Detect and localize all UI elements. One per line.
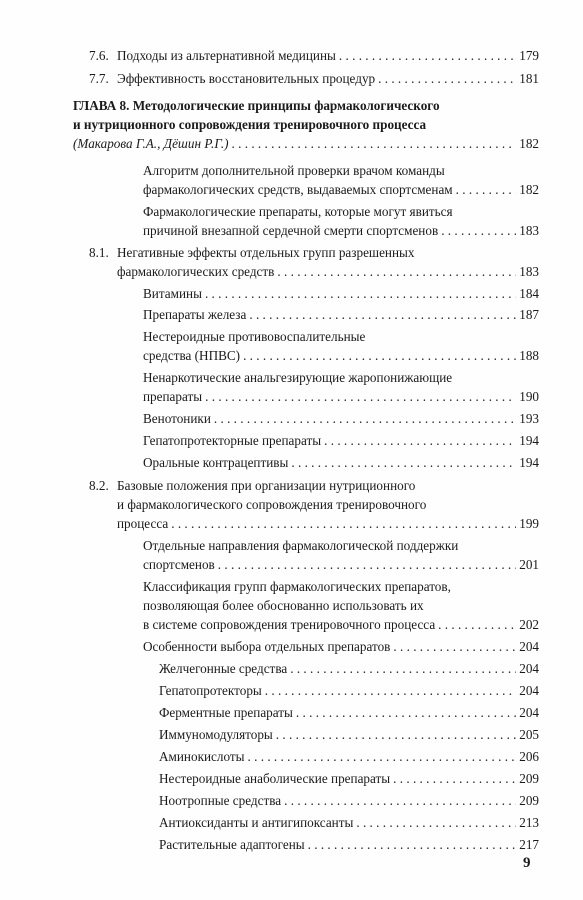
toc-entry-7-6[interactable] [117,47,539,65]
entry-page: 181 [519,71,539,86]
entry-page: 202 [519,617,539,632]
entry-page: 213 [519,815,539,830]
toc-subitem-amino-acids[interactable] [159,748,539,766]
entry-title-line1[interactable]: Алгоритм дополнительной проверки врачом команды [143,163,445,178]
entry-title: Особенности выбора отдельных препаратов [143,639,391,654]
entry-page: 204 [519,639,539,654]
leader-dots [284,792,516,810]
entry-title: Гепатопротекторные препараты [143,433,322,448]
entry-title: Аминокислоты [159,749,245,764]
section-title-line1[interactable]: Негативные эффекты отдельных групп разрешенных [117,245,415,260]
entry-page: 184 [519,286,539,301]
entry-title-line1[interactable]: Фармакологические препараты, которые могут явиться [143,204,453,219]
leader-dots [214,410,516,428]
toc-subitem-adaptogens[interactable] [159,836,539,854]
entry-title: Препараты железа [143,307,247,322]
toc-item-vitamins[interactable] [143,285,539,303]
entry-title: Венотоники [143,411,211,426]
toc-item-selection[interactable] [143,638,539,656]
entry-page: 204 [519,683,539,698]
toc-subitem-nootropics[interactable] [159,792,539,810]
entry-page: 204 [519,705,539,720]
entry-title: Растительные адаптогены [159,837,305,852]
entry-title: Подходы из альтернативной медицины [117,48,336,63]
leader-dots [308,836,517,854]
leader-dots [441,222,516,240]
entry-title: в системе сопровождения тренировочного процесса [143,617,436,632]
entry-page: 217 [519,837,539,852]
entry-title: Нестероидные анаболические препараты [159,771,391,786]
leader-dots [393,638,516,656]
entry-page: 190 [519,389,539,404]
entry-title: Гепатопротекторы [159,683,262,698]
leader-dots [456,181,517,199]
toc-item-iron[interactable] [143,306,539,324]
toc-subitem-choleretics[interactable] [159,660,539,678]
entry-page: 194 [519,455,539,470]
leader-dots [218,556,516,574]
leader-dots [296,704,516,722]
entry-title-line1[interactable]: Отдельные направления фармакологической поддержки [143,538,459,553]
entry-page: 193 [519,411,539,426]
toc-item-hepatoprotective[interactable] [143,432,539,450]
entry-title-line2[interactable]: позволяющая более обоснованно использовать их [143,598,424,613]
leader-dots [290,660,516,678]
toc-section-8-1[interactable] [117,263,539,281]
toc-item-contraceptives[interactable] [143,454,539,472]
entry-title: фармакологических средств, выдаваемых спортсменам [143,182,453,197]
entry-title: Оральные контрацептивы [143,455,289,470]
toc-entry-sudden-death[interactable] [143,222,539,240]
toc-subitem-hepatoprotectors[interactable] [159,682,539,700]
entry-title: причиной внезапной сердечной смерти спортсменов [143,223,439,238]
chapter-title-line2[interactable]: и нутриционного сопровождения тренировочного процесса [73,117,427,132]
page-number: 9 [523,855,531,871]
leader-dots [378,70,516,88]
entry-page: 199 [519,516,539,531]
entry-page: 204 [519,661,539,676]
entry-page: 187 [519,307,539,322]
entry-number: 7.7. [89,71,109,86]
entry-title: Ферментные препараты [159,705,293,720]
leader-dots [356,814,516,832]
toc-subitem-anabolics[interactable] [159,770,539,788]
entry-page: 201 [519,557,539,572]
entry-page: 205 [519,727,539,742]
leader-dots [171,515,516,533]
entry-title: Антиоксиданты и антигипоксанты [159,815,354,830]
leader-dots [291,454,516,472]
entry-page: 188 [519,348,539,363]
entry-title-line1[interactable]: Нестероидные противовоспалительные [143,329,366,344]
entry-number: 7.6. [89,48,109,63]
section-title: фармакологических средств [117,264,275,279]
toc-item-directions[interactable] [143,556,539,574]
leader-dots [243,347,516,365]
entry-title: средства (НПВС) [143,348,241,363]
entry-page: 182 [519,182,539,197]
toc-subitem-immunomodulators[interactable] [159,726,539,744]
toc-subitem-antioxidants[interactable] [159,814,539,832]
entry-page: 206 [519,749,539,764]
entry-title: Эффективность восстановительных процедур [117,71,376,86]
entry-page: 183 [519,223,539,238]
entry-title: Витамины [143,286,202,301]
entry-title: Желчегонные средства [159,661,288,676]
leader-dots [205,388,516,406]
leader-dots [393,770,516,788]
entry-title: препараты [143,389,203,404]
toc-item-venotonics[interactable] [143,410,539,428]
entry-title-line1[interactable]: Классификация групп фармакологических препаратов, [143,579,451,594]
leader-dots [232,135,517,153]
leader-dots [277,263,516,281]
entry-title: спортсменов [143,557,215,572]
toc-item-analgesics[interactable] [143,388,539,406]
section-title-line1[interactable]: Базовые положения при организации нутриционного [117,478,416,493]
toc-entry-7-7[interactable] [117,70,539,88]
leader-dots [205,285,516,303]
entry-title: Иммуномодуляторы [159,727,273,742]
chapter-authors-entry[interactable] [73,135,539,153]
leader-dots [248,748,517,766]
toc-section-8-2[interactable] [117,515,539,533]
entry-page: 179 [519,48,539,63]
entry-page: 182 [519,136,539,151]
entry-page: 194 [519,433,539,448]
chapter-authors: (Макарова Г.А., Дёшин Р.Г.) [73,136,229,151]
entry-page: 183 [519,264,539,279]
leader-dots [438,616,516,634]
leader-dots [324,432,516,450]
entry-title-line1[interactable]: Ненаркотические анальгезирующие жаропонижающие [143,370,453,385]
leader-dots [249,306,516,324]
entry-page: 209 [519,771,539,786]
entry-page: 209 [519,793,539,808]
toc-entry-algorithm[interactable] [143,181,539,199]
leader-dots [265,682,516,700]
toc-item-classification[interactable] [143,616,539,634]
entry-title: Ноотропные средства [159,793,282,808]
section-number: 8.2. [89,478,109,493]
chapter-title-line1[interactable]: ГЛАВА 8. Методологические принципы фармакологического [73,98,440,113]
section-title: процесса [117,516,169,531]
section-number: 8.1. [89,245,109,260]
toc-item-nsaid[interactable] [143,347,539,365]
leader-dots [276,726,516,744]
section-title-line2[interactable]: и фармакологического сопровождения тренировочного [117,497,427,512]
toc-subitem-enzymes[interactable] [159,704,539,722]
leader-dots [339,47,516,65]
